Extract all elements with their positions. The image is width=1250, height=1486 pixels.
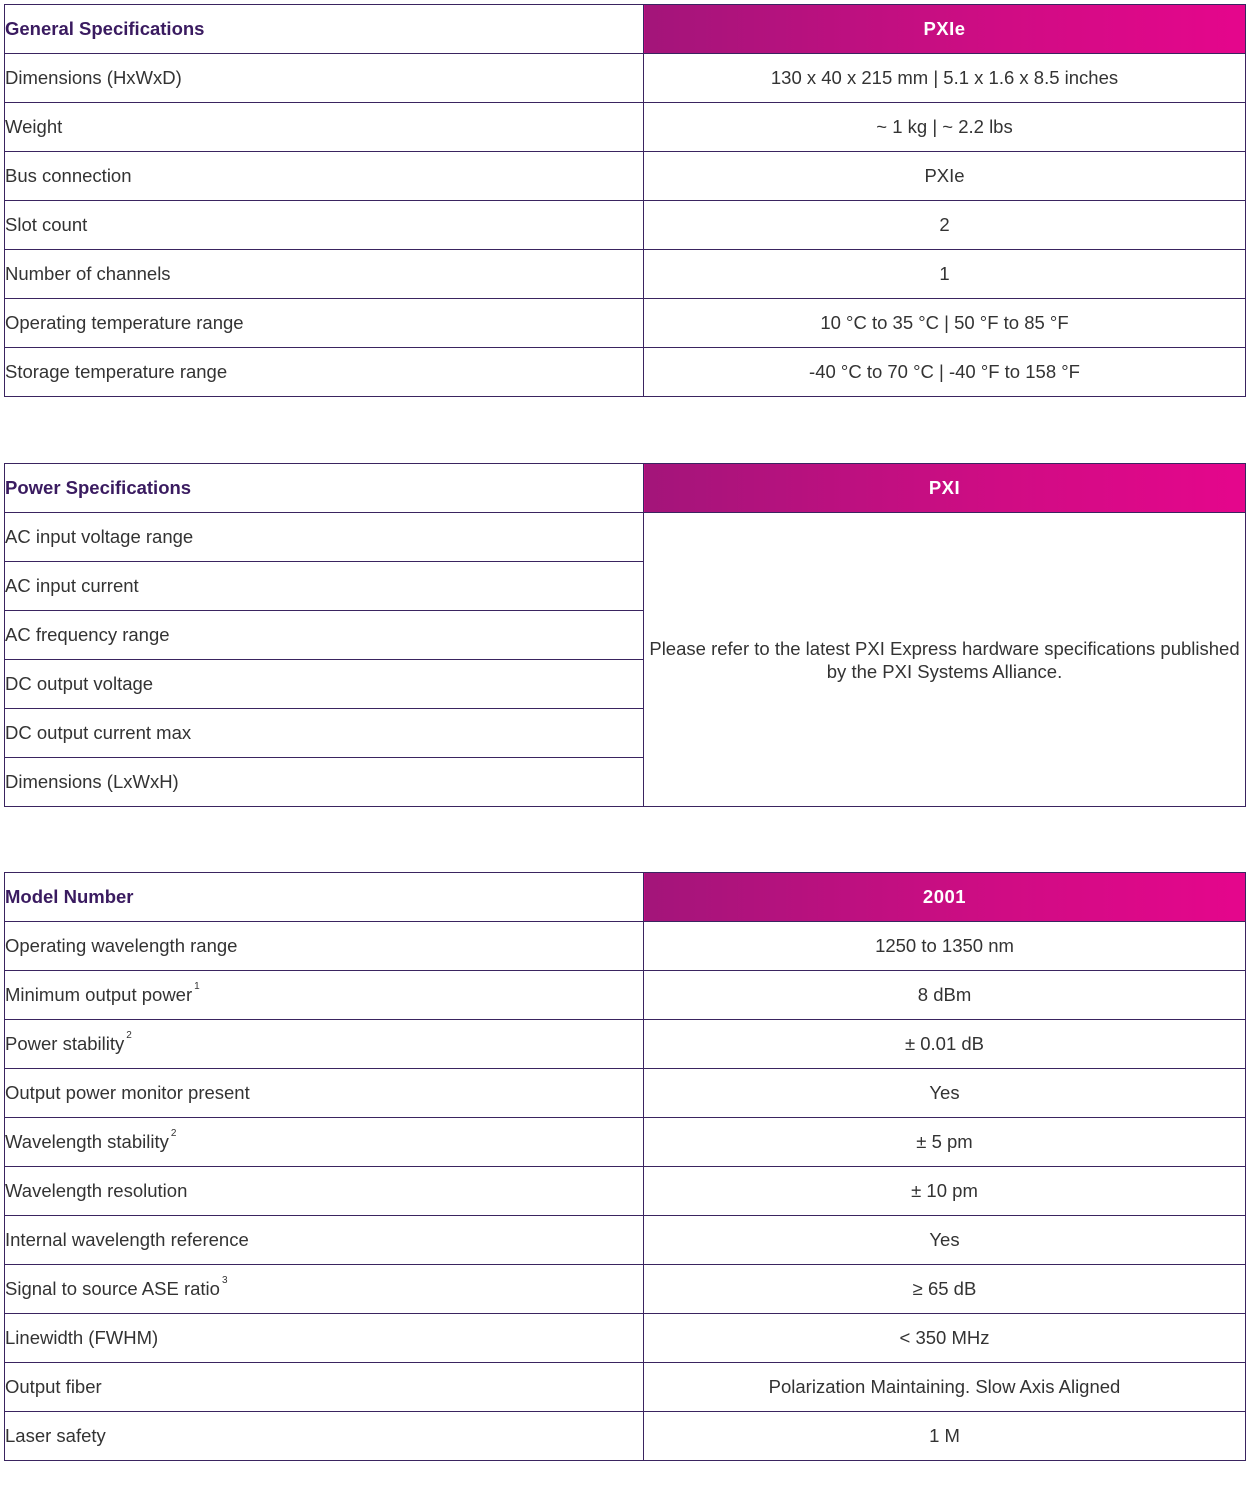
row-label-cell: [5, 1412, 644, 1461]
row-label-cell: [5, 971, 644, 1020]
column-header: 2001: [644, 873, 1246, 922]
row-label: Power stability: [5, 1033, 125, 1054]
table-title: Power Specifications: [5, 464, 644, 513]
row-label-cell: [5, 1118, 644, 1167]
row-label: Bus connection: [5, 152, 644, 201]
row-label: Output power monitor present: [5, 1082, 250, 1103]
row-value: 1: [644, 250, 1246, 299]
table-header-row: [5, 873, 1246, 922]
row-label: Output fiber: [5, 1376, 102, 1397]
row-value: Yes: [644, 1069, 1246, 1118]
row-value: 130 x 40 x 215 mm | 5.1 x 1.6 x 8.5 inches: [644, 54, 1246, 103]
column-header: PXIe: [644, 5, 1246, 54]
row-label-cell: [5, 1265, 644, 1314]
footnote-marker: 1: [194, 981, 200, 992]
row-value: ± 10 pm: [644, 1167, 1246, 1216]
table-row: [5, 971, 1246, 1020]
table-row: [5, 250, 1246, 299]
footnote-marker: 2: [170, 1128, 177, 1139]
table-header-row: [5, 5, 1246, 54]
table-row: [5, 1363, 1246, 1412]
row-label: Weight: [5, 103, 644, 152]
row-value: ± 0.01 dB: [644, 1020, 1246, 1069]
table-row: [5, 348, 1246, 397]
row-label: Number of channels: [5, 250, 644, 299]
column-header: PXI: [644, 464, 1246, 513]
row-label: Storage temperature range: [5, 348, 644, 397]
table-row: [5, 152, 1246, 201]
table-row: [5, 922, 1246, 971]
table-title: General Specifications: [5, 5, 644, 54]
table-row: [5, 54, 1246, 103]
table-row: [5, 1167, 1246, 1216]
row-label-cell: [5, 922, 644, 971]
footnote-marker: 2: [126, 1030, 132, 1041]
row-label-cell: [5, 1314, 644, 1363]
row-value: PXIe: [644, 152, 1246, 201]
row-label: Dimensions (HxWxD): [5, 54, 644, 103]
row-label: Dimensions (LxWxH): [5, 758, 644, 807]
table-row: [5, 1118, 1246, 1167]
row-label: Linewidth (FWHM): [5, 1327, 159, 1348]
row-label: Slot count: [5, 201, 644, 250]
row-label: Laser safety: [5, 1425, 106, 1446]
row-label-cell: [5, 1020, 644, 1069]
row-value: 1 M: [644, 1412, 1246, 1461]
model-number-table: [4, 872, 1246, 1461]
row-label: Operating wavelength range: [5, 935, 238, 956]
row-value: < 350 MHz: [644, 1314, 1246, 1363]
table-header-row: [5, 464, 1246, 513]
table-row: [5, 201, 1246, 250]
row-value: Yes: [644, 1216, 1246, 1265]
row-label: Signal to source ASE ratio: [5, 1278, 220, 1299]
table-row: [5, 1069, 1246, 1118]
row-label: Operating temperature range: [5, 299, 644, 348]
table-row: [5, 299, 1246, 348]
table-row: [5, 1020, 1246, 1069]
row-label: AC input voltage range: [5, 513, 644, 562]
row-label: Wavelength stability: [5, 1131, 169, 1152]
table-title: Model Number: [5, 873, 644, 922]
row-label-cell: [5, 1216, 644, 1265]
row-value: 1250 to 1350 nm: [644, 922, 1246, 971]
row-value: Polarization Maintaining. Slow Axis Aligned: [644, 1363, 1246, 1412]
row-label: Internal wavelength reference: [5, 1229, 249, 1250]
row-label: AC input current: [5, 562, 644, 611]
general-specifications-table: [4, 4, 1246, 397]
row-label-cell: [5, 1167, 644, 1216]
table-row: [5, 513, 1246, 562]
row-value: 2: [644, 201, 1246, 250]
footnote-marker: 3: [221, 1275, 228, 1286]
row-label: DC output current max: [5, 709, 644, 758]
row-value: ~ 1 kg | ~ 2.2 lbs: [644, 103, 1246, 152]
table-row: [5, 1216, 1246, 1265]
row-value: ≥ 65 dB: [644, 1265, 1246, 1314]
row-value: 10 °C to 35 °C | 50 °F to 85 °F: [644, 299, 1246, 348]
row-label-cell: [5, 1363, 644, 1412]
row-label-cell: [5, 1069, 644, 1118]
power-reference-note: Please refer to the latest PXI Express hardware specifications published by the PXI Systems Alliance.: [644, 513, 1246, 807]
table-row: [5, 1265, 1246, 1314]
row-value: -40 °C to 70 °C | -40 °F to 158 °F: [644, 348, 1246, 397]
row-label: AC frequency range: [5, 611, 644, 660]
row-value: ± 5 pm: [644, 1118, 1246, 1167]
table-row: [5, 103, 1246, 152]
row-value: 8 dBm: [644, 971, 1246, 1020]
row-label: Wavelength resolution: [5, 1180, 188, 1201]
row-label: DC output voltage: [5, 660, 644, 709]
power-specifications-table: [4, 463, 1246, 807]
row-label: Minimum output power: [5, 984, 193, 1005]
table-row: [5, 1412, 1246, 1461]
table-row: [5, 1314, 1246, 1363]
